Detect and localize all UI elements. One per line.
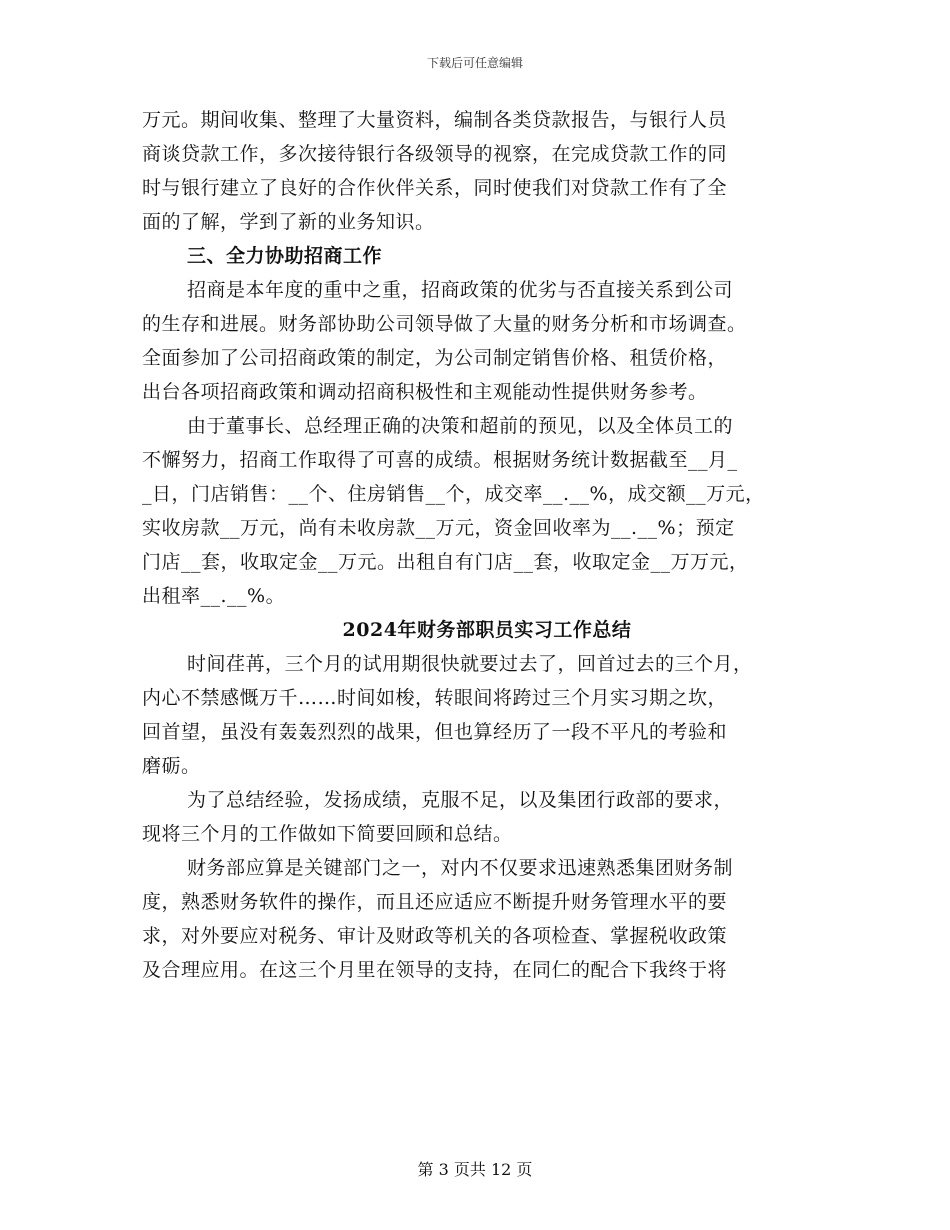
body-line: 万元。期间收集、整理了大量资料，编制各类贷款报告，与银行人员 (142, 109, 728, 131)
body-line: 现将三个月的工作做如下简要回顾和总结。 (142, 823, 513, 845)
body-line: 全面参加了公司招商政策的制定，为公司制定销售价格、租赁价格， (142, 347, 728, 369)
body-line: 内心不禁感慨万千……时间如梭，转眼间将跨过三个月实习期之坎， (142, 687, 728, 709)
paragraph-first-line: 招商是本年度的重中之重，招商政策的优劣与否直接关系到公司 (187, 279, 734, 301)
body-line: 的生存和进展。财务部协助公司领导做了大量的财务分析和市场调查。 (142, 313, 747, 335)
body-line: 出台各项招商政策和调动招商积极性和主观能动性提供财务参考。 (142, 381, 708, 403)
body-line: 面的了解，学到了新的业务知识。 (142, 211, 435, 233)
document-title: 2024年财务部职员实习工作总结 (342, 619, 632, 641)
page-header: 下载后可任意编辑 (426, 56, 523, 70)
body-line: 出租率__.__%。 (142, 585, 286, 607)
body-line: 度，熟悉财务软件的操作，而且还应适应不断提升财务管理水平的要 (142, 891, 728, 913)
body-line: 及合理应用。在这三个月里在领导的支持，在同仁的配合下我终于将 (142, 959, 728, 981)
section-heading: 三、全力协助招商工作 (187, 245, 383, 267)
body-line: 商谈贷款工作，多次接待银行各级领导的视察，在完成贷款工作的同 (142, 143, 728, 165)
body-line: 不懈努力，招商工作取得了可喜的成绩。根据财务统计数据截至__月_ (142, 449, 738, 471)
body-line: 磨砺。 (142, 755, 201, 777)
body-line: 实收房款__万元，尚有未收房款__万元，资金回收率为__.__%；预定 (142, 517, 735, 539)
body-line: 门店__套，收取定金__万元。出租自有门店__套，收取定金__万万元， (142, 551, 749, 573)
body-line: 回首望，虽没有轰轰烈烈的战果，但也算经历了一段不平凡的考验和 (142, 721, 728, 743)
document-body (142, 103, 812, 987)
paragraph-first-line: 财务部应算是关键部门之一，对内不仅要求迅速熟悉集团财务制 (187, 857, 734, 879)
body-line: _日，门店销售：__个、住房销售__个，成交率__.__%，成交额__万元， (142, 483, 765, 505)
body-line: 求，对外要应对税务、审计及财政等机关的各项检查、掌握税收政策 (142, 925, 728, 947)
body-line: 时与银行建立了良好的合作伙伴关系，同时使我们对贷款工作有了全 (142, 177, 728, 199)
page-footer: 第 3 页共 12 页 (417, 1160, 533, 1179)
paragraph-first-line: 为了总结经验，发扬成绩，克服不足，以及集团行政部的要求， (187, 789, 734, 811)
paragraph-first-line: 由于董事长、总经理正确的决策和超前的预见，以及全体员工的 (187, 415, 734, 437)
paragraph-first-line: 时间荏苒，三个月的试用期很快就要过去了，回首过去的三个月， (187, 653, 753, 675)
